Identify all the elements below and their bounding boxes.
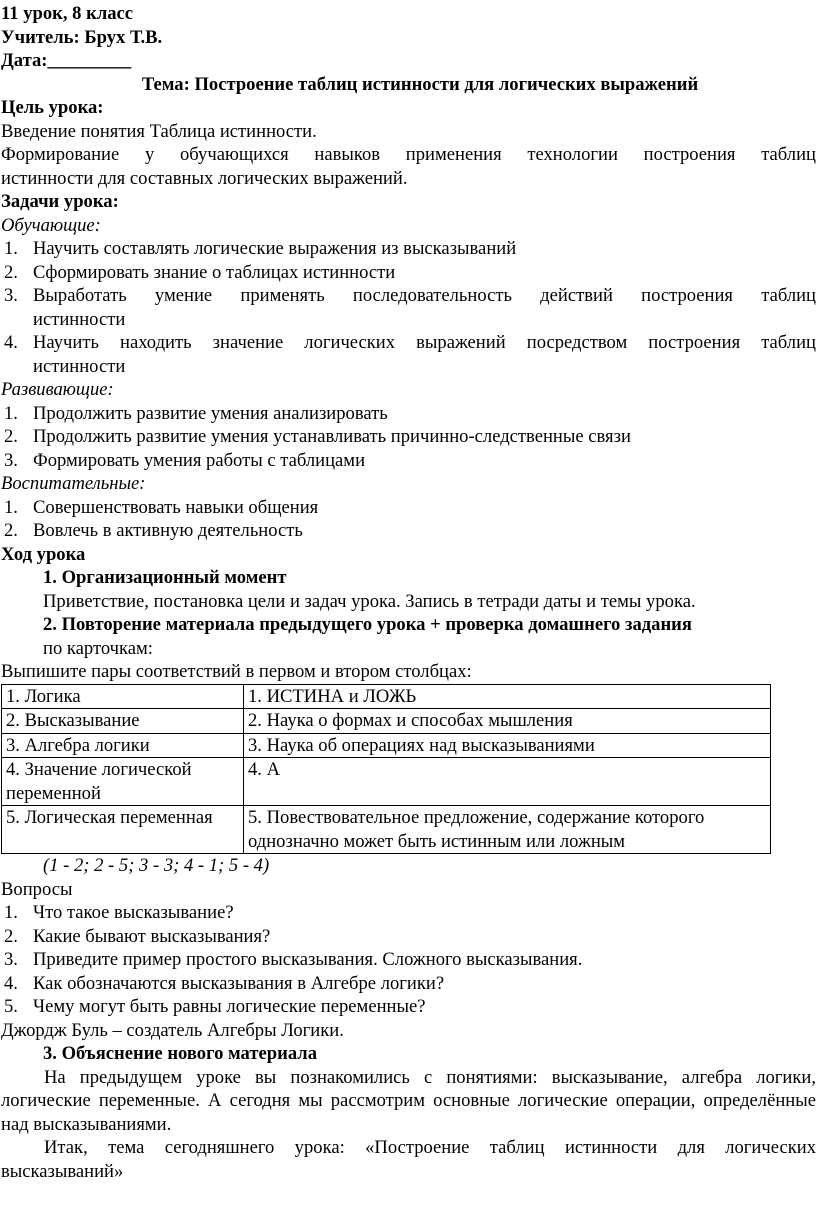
step1-text: Приветствие, постановка цели и задач урока. Запись в тетради даты и темы урока. [43,590,696,612]
item-number: 3. [4,285,18,306]
educational-label: Обучающие: [1,214,101,236]
answer-key: (1 - 2; 2 - 5; 3 - 3; 4 - 1; 5 - 4) [43,855,270,876]
goal-line-1: Введение понятия Таблица истинности. [1,120,317,142]
list-item [0,331,816,378]
boole-note: Джордж Буль – создатель Алгебры Логики. [1,1019,344,1041]
item-text: Научить составлять логические выражения из высказываний [33,238,517,259]
step3-para2: Итак, тема сегодняшнего урока: «Построение таблиц истинности для логических высказываний» [1,1137,816,1182]
table-cell: 1. Логика [2,684,244,709]
item-number: 2. [4,261,18,283]
table-row [2,733,771,758]
item-number: 2. [4,520,18,541]
item-text: Вовлечь в активную деятельность [33,520,303,541]
table-cell: 3. Наука об операциях над высказываниями [244,733,771,758]
item-text: Формировать умения работы с таблицами [33,449,366,471]
table-cell: 4. Значение логической переменной [2,758,244,806]
course-heading: Ход урока [1,543,86,565]
item-number: 4. [4,972,18,994]
list-item [0,901,816,925]
item-text: Приведите пример простого высказывания. Сложного высказывания. [33,949,583,970]
developing-label: Развивающие: [1,379,114,400]
item-text-cont: истинности [33,308,126,330]
list-item [0,925,816,949]
item-number: 5. [4,996,18,1017]
table-row [2,806,771,854]
step3-title: 3. Объяснение нового материала [43,1043,318,1064]
list-item [0,972,816,996]
table-cell: 1. ИСТИНА и ЛОЖЬ [244,684,771,709]
list-item [0,496,816,520]
item-number: 1. [4,402,18,424]
item-number: 2. [4,925,18,947]
goal-line-2a: Формирование у обучающихся навыков применения технологии построения таблиц [1,144,816,165]
item-text: Научить находить значение логических выражений посредством построения таблиц [33,332,816,353]
item-number: 3. [4,949,18,970]
item-number: 1. [4,496,18,518]
item-number: 3. [4,449,18,471]
date-line: Дата:_________ [1,50,132,71]
item-text: Что такое высказывание? [33,902,234,923]
list-item [0,261,816,285]
table-cell: 2. Высказывание [2,709,244,734]
item-text: Выработать умение применять последовательность действий построения таблиц [33,285,816,306]
list-item [0,284,816,331]
upbringing-list [0,496,816,543]
document-page [0,2,816,1183]
step2-sub: по карточкам: [43,637,153,659]
item-text: Чему могут быть равны логические переменные? [33,996,426,1017]
topic-title: Тема: Построение таблиц истинности для логических выражений [141,73,699,95]
matching-table [1,684,771,855]
list-item [0,519,816,543]
item-number: 1. [4,902,18,923]
step2-instruction: Выпишите пары соответствий в первом и втором столбцах: [1,661,472,682]
list-item [0,948,816,972]
step1-title: 1. Организационный момент [43,567,287,588]
lesson-line: 11 урок, 8 класс [1,3,134,24]
tasks-heading: Задачи урока: [1,191,119,212]
table-row [2,684,771,709]
goal-heading: Цель урока: [1,97,104,118]
item-number: 2. [4,426,18,447]
table-cell: 3. Алгебра логики [2,733,244,758]
list-item [0,449,816,473]
table-cell: 5. Повествовательное предложение, содержание которого однозначно может быть истинным или ложным [244,806,771,854]
item-text: Совершенствовать навыки общения [33,496,319,518]
table-cell: 2. Наука о формах и способах мышления [244,709,771,734]
questions-list [0,901,816,1019]
item-text: Как обозначаются высказывания в Алгебре логики? [33,972,445,994]
item-text: Сформировать знание о таблицах истинности [33,261,396,283]
upbringing-label: Воспитательные: [1,473,146,494]
item-text: Продолжить развитие умения устанавливать причинно-следственные связи [33,426,631,447]
questions-label: Вопросы [1,878,73,900]
list-item [0,402,816,426]
table-row [2,709,771,734]
item-text: Продолжить развитие умения анализировать [33,402,388,424]
item-text: Какие бывают высказывания? [33,925,271,947]
step3-para1: На предыдущем уроке вы познакомились с понятиями: высказывание, алгебра логики, логические переменные. А сегодня мы рассмотрим основные логические операции, определённые над высказываниями. [1,1066,816,1135]
item-number: 4. [4,332,18,353]
educational-list [0,237,816,378]
table-cell: 4. А [244,758,771,806]
table-row [2,758,771,806]
developing-list [0,402,816,473]
list-item [0,237,816,261]
item-text-cont: истинности [33,355,126,377]
teacher-line: Учитель: Брух Т.В. [1,26,163,48]
item-number: 1. [4,238,18,259]
step2-title: 2. Повторение материала предыдущего урока + проверка домашнего задания [43,614,692,635]
list-item [0,425,816,449]
table-cell: 5. Логическая переменная [2,806,244,854]
goal-line-2b: истинности для составных логических выражений. [1,167,408,189]
list-item [0,995,816,1019]
